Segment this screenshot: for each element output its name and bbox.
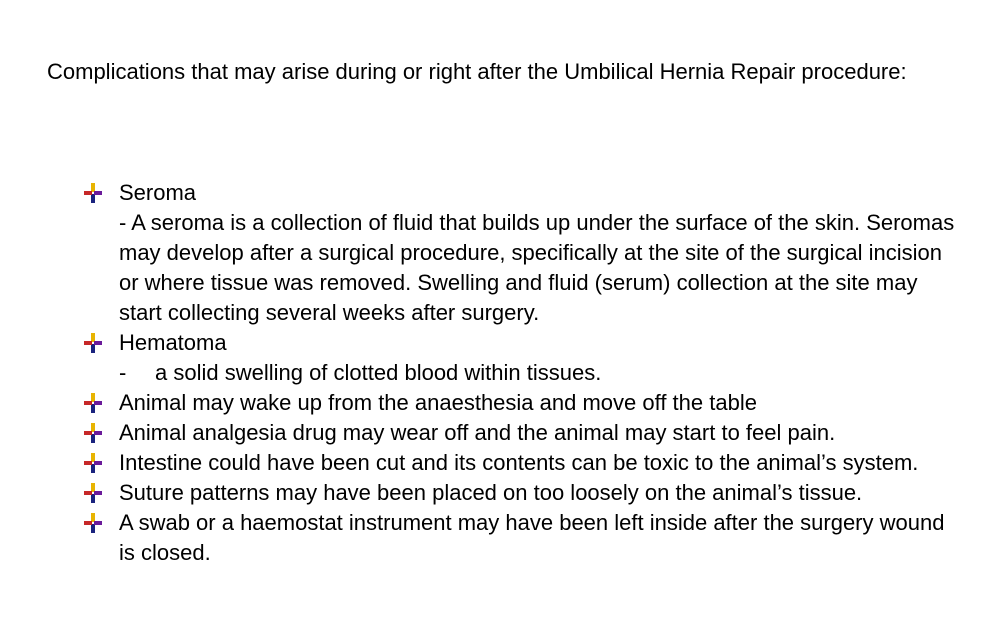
list-item-label: Suture patterns may have been placed on too loosely on the animal’s tissue. xyxy=(119,480,863,505)
plus-cross-bullet-icon xyxy=(83,453,103,473)
list-item-label: A swab or a haemostat instrument may have been left inside after the surgery wound is closed. xyxy=(119,510,945,565)
list-item-suture xyxy=(83,478,963,508)
plus-cross-bullet-icon xyxy=(83,423,103,443)
list-item-analgesia xyxy=(83,418,963,448)
detail-dash: - xyxy=(119,360,127,385)
list-item-label: Animal analgesia drug may wear off and the animal may start to feel pain. xyxy=(119,420,836,445)
plus-cross-bullet-icon xyxy=(83,183,103,203)
list-item-label: Animal may wake up from the anaesthesia and move off the table xyxy=(119,390,757,415)
plus-cross-bullet-icon xyxy=(83,393,103,413)
list-item-seroma xyxy=(83,178,963,328)
list-item-detail xyxy=(119,358,963,388)
plus-cross-bullet-icon xyxy=(83,483,103,503)
list-item-intestine xyxy=(83,448,963,478)
detail-text: a solid swelling of clotted blood within tissues. xyxy=(155,360,602,385)
list-item-detail: - A seroma is a collection of fluid that builds up under the surface of the skin. Seromas may develop after a surgical procedure, specifically at the site of the surgical incision or where tissue was removed. Swelling and fluid (serum) collection at the site may start collecting several weeks after surgery. xyxy=(119,210,955,325)
list-item-anaesthesia xyxy=(83,388,963,418)
plus-cross-bullet-icon xyxy=(83,333,103,353)
document-heading: Complications that may arise during or right after the Umbilical Hernia Repair procedure: xyxy=(47,59,907,84)
list-item-label: Seroma xyxy=(119,180,197,205)
list-item-hematoma xyxy=(83,328,963,388)
list-item-label: Intestine could have been cut and its contents can be toxic to the animal’s system. xyxy=(119,450,919,475)
complications-list xyxy=(83,178,963,568)
plus-cross-bullet-icon xyxy=(83,513,103,533)
list-item-label: Hematoma xyxy=(119,330,227,355)
list-item-swab xyxy=(83,508,963,568)
